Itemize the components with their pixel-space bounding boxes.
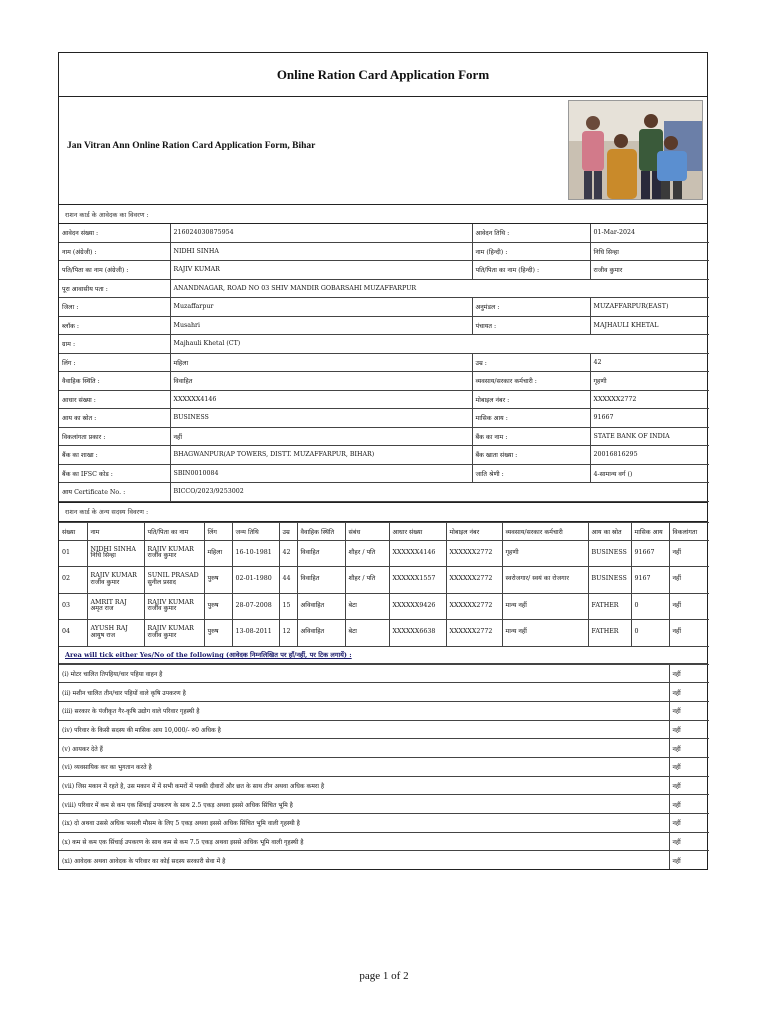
member-row (59, 620, 709, 647)
members-column-header: लिंग (204, 522, 232, 540)
member-cell: 02-01-1980 (232, 567, 279, 594)
member-cell: FATHER (588, 593, 631, 620)
member-cell: XXXXXX2772 (446, 567, 502, 594)
field-label: पंचायत : (472, 316, 590, 335)
members-column-header: आय का स्रोत (588, 522, 631, 540)
member-cell: 04 (59, 620, 87, 647)
member-cell: नहीं (669, 593, 709, 620)
members-table (59, 522, 709, 647)
member-cell: 91667 (631, 540, 669, 567)
eligibility-question: (viii) परिवार में कम से कम एक सिंचाई उपकरण के साथ 2.5 एकड़ अथवा इससे अधिक सिंचित भूमि है (59, 795, 669, 814)
field-label: आय का स्रोत : (59, 409, 170, 428)
member-cell: नहीं (669, 540, 709, 567)
member-cell: AYUSH RAJ आयुष राज (87, 620, 144, 647)
members-column-header: मोबाइल नंबर (446, 522, 502, 540)
member-cell: गृहणी (502, 540, 588, 567)
field-value: XXXXXX4146 (170, 390, 472, 409)
member-cell: SUNIL PRASAD सुनील प्रसाद (144, 567, 204, 594)
eligibility-row (59, 851, 709, 869)
form-title: Online Ration Card Application Form (59, 53, 707, 97)
field-label: बैंक का IFSC कोड : (59, 464, 170, 483)
field-label: वैवाहिक स्थिति : (59, 372, 170, 391)
member-cell: BUSINESS (588, 540, 631, 567)
member-cell: 02 (59, 567, 87, 594)
member-cell: अविवाहित (297, 620, 345, 647)
member-cell: RAJIV KUMAR राजीव कुमार (87, 567, 144, 594)
member-cell: RAJIV KUMAR राजीव कुमार (144, 593, 204, 620)
applicant-row (59, 427, 709, 446)
member-cell: 44 (279, 567, 297, 594)
field-value: 01-Mar-2024 (590, 224, 709, 242)
member-cell: पुरुष (204, 593, 232, 620)
member-row (59, 540, 709, 567)
member-cell: NIDHI SINHA निधि सिन्हा (87, 540, 144, 567)
field-label: आय Certificate No. : (59, 483, 170, 502)
field-value: 91667 (590, 409, 709, 428)
member-cell: मान्य नहीं (502, 593, 588, 620)
applicant-row (59, 409, 709, 428)
field-value: गृहणी (590, 372, 709, 391)
applicant-row (59, 224, 709, 242)
applicant-row (59, 390, 709, 409)
member-cell: 13-08-2011 (232, 620, 279, 647)
member-cell: पुरुष (204, 567, 232, 594)
members-column-header: संख्या (59, 522, 87, 540)
eligibility-question: (ii) मशीन चालित तीन/चार पहियों वाले कृषि उपकरण है (59, 683, 669, 702)
field-label: अनुमंडल : (472, 298, 590, 317)
eligibility-question: (x) कम से कम एक सिंचाई उपकरण के साथ कम से कम 7.5 एकड़ अथवा इससे अधिक भूमि वाली गृहस्थी है (59, 832, 669, 851)
member-cell: 01 (59, 540, 87, 567)
members-section-label: राशन कार्ड के अन्य सदस्य विवरण : (59, 502, 707, 522)
member-row (59, 593, 709, 620)
eligibility-row (59, 664, 709, 683)
family-photo (568, 100, 703, 200)
field-value: RAJIV KUMAR (170, 261, 472, 280)
eligibility-row (59, 701, 709, 720)
eligibility-answer: नहीं (669, 776, 709, 795)
field-value: Muzaffarpur (170, 298, 472, 317)
member-cell: RAJIV KUMAR राजीव कुमार (144, 540, 204, 567)
member-cell: AMRIT RAJ अमृत राज (87, 593, 144, 620)
eligibility-answer: नहीं (669, 683, 709, 702)
field-label: मोबाइल नंबर : (472, 390, 590, 409)
member-cell: 12 (279, 620, 297, 647)
member-cell: पुरुष (204, 620, 232, 647)
applicant-row (59, 279, 709, 298)
eligibility-row (59, 776, 709, 795)
field-value: राजीव कुमार (590, 261, 709, 280)
field-label: पति/पिता का नाम (अंग्रेजी) : (59, 261, 170, 280)
member-cell: स्वरोजगार/ स्वयं का रोजगार (502, 567, 588, 594)
field-label: ग्राम : (59, 335, 170, 354)
applicant-row (59, 316, 709, 335)
field-value: NIDHI SINHA (170, 242, 472, 261)
form-frame (58, 52, 708, 870)
eligibility-answer: नहीं (669, 720, 709, 739)
eligibility-answer: नहीं (669, 832, 709, 851)
member-cell: RAJIV KUMAR राजीव कुमार (144, 620, 204, 647)
members-column-header: पति/पिता का नाम (144, 522, 204, 540)
eligibility-question: (v) आयकर देते हैं (59, 739, 669, 758)
field-value: XXXXXX2772 (590, 390, 709, 409)
field-label: आवेदन संख्या : (59, 224, 170, 242)
form-subtitle: Jan Vitran Ann Online Ration Card Application Form, Bihar (67, 141, 316, 151)
eligibility-row (59, 795, 709, 814)
eligibility-question: (iv) परिवार के किसी सदस्य की मासिक आय 10,000/- रु0 अधिक है (59, 720, 669, 739)
member-cell: 42 (279, 540, 297, 567)
member-cell: विवाहित (297, 567, 345, 594)
member-cell: XXXXXX2772 (446, 593, 502, 620)
field-value: निधि सिन्हा (590, 242, 709, 261)
member-cell: नहीं (669, 567, 709, 594)
applicant-row (59, 372, 709, 391)
field-label: बैंक खाता संख्या : (472, 446, 590, 465)
applicant-row (59, 298, 709, 317)
field-value: BHAGWANPUR(AP TOWERS, DISTT. MUZAFFARPUR, BIHAR) (170, 446, 472, 465)
members-column-header: मासिक आय (631, 522, 669, 540)
field-value: नहीं (170, 427, 472, 446)
member-cell: 0 (631, 593, 669, 620)
field-label: नाम (अंग्रेजी) : (59, 242, 170, 261)
member-cell: 03 (59, 593, 87, 620)
members-column-header: जन्म तिथि (232, 522, 279, 540)
applicant-row (59, 242, 709, 261)
members-column-header: संबंध (345, 522, 389, 540)
eligibility-row (59, 739, 709, 758)
field-value: 20016816295 (590, 446, 709, 465)
field-value: MAJHAULI KHETAL (590, 316, 709, 335)
member-cell: 0 (631, 620, 669, 647)
member-cell: मान्य नहीं (502, 620, 588, 647)
field-value: SBIN0010084 (170, 464, 472, 483)
field-label: विकलांगता प्रकार : (59, 427, 170, 446)
eligibility-answer: नहीं (669, 664, 709, 683)
member-cell: XXXXXX1557 (389, 567, 446, 594)
family-photo-image (569, 101, 702, 199)
applicant-details-table (59, 224, 709, 502)
member-cell: बेटा (345, 593, 389, 620)
members-column-header: आधार संख्या (389, 522, 446, 540)
eligibility-answer: नहीं (669, 739, 709, 758)
page-number: page 1 of 2 (359, 970, 409, 982)
applicant-row (59, 261, 709, 280)
field-label: जाति श्रेणी : (472, 464, 590, 483)
member-cell: विवाहित (297, 540, 345, 567)
field-label: पति/पिता का नाम (हिन्दी) : (472, 261, 590, 280)
field-value: ANANDNAGAR, ROAD NO 03 SHIV MANDIR GOBARSAHI MUZAFFARPUR (170, 279, 709, 298)
field-value: 4-सामान्य वर्ग () (590, 464, 709, 483)
eligibility-question: (xi) आवेदक अथवा आवेदक के परिवार का कोई सदस्य सरकारी सेवा में है (59, 851, 669, 869)
eligibility-row (59, 757, 709, 776)
eligibility-answer: नहीं (669, 814, 709, 833)
member-row (59, 567, 709, 594)
field-label: लिंग : (59, 353, 170, 372)
field-label: मासिक आय : (472, 409, 590, 428)
members-column-header: वैवाहिक स्थिति (297, 522, 345, 540)
member-cell: BUSINESS (588, 567, 631, 594)
member-cell: शौहर / पति (345, 567, 389, 594)
field-label: बैंक का नाम : (472, 427, 590, 446)
field-value: Musahri (170, 316, 472, 335)
field-value: 42 (590, 353, 709, 372)
field-label: आधार संख्या : (59, 390, 170, 409)
member-cell: XXXXXX4146 (389, 540, 446, 567)
eligibility-question: (ix) दो अथवा उससे अधिक फसली मौसम के लिए 5 एकड़ अथवा इससे अधिक सिंचित भूमि वाली गृहस्थी है (59, 814, 669, 833)
member-cell: 16-10-1981 (232, 540, 279, 567)
members-column-header: व्यवसाय/सरकार कर्मचारी (502, 522, 588, 540)
field-label: बैंक का शाखा : (59, 446, 170, 465)
member-cell: 9167 (631, 567, 669, 594)
eligibility-question: (vii) जिस मकान में रहते है, उस मकान में में सभी कमरों में पक्की दीवारों और छत के साथ तीन अथवा अधिक कमरा है (59, 776, 669, 795)
member-cell: अविवाहित (297, 593, 345, 620)
eligibility-answer: नहीं (669, 851, 709, 869)
field-value: BUSINESS (170, 409, 472, 428)
field-label: व्यवसाय/सरकार कर्मचारी : (472, 372, 590, 391)
member-cell: बेटा (345, 620, 389, 647)
eligibility-question: (i) मोटर चालित तिपहिया/चार पहिया वाहन है (59, 664, 669, 683)
member-cell: XXXXXX9426 (389, 593, 446, 620)
field-label: पूरा आवासीय पता : (59, 279, 170, 298)
eligibility-row (59, 832, 709, 851)
eligibility-row (59, 720, 709, 739)
ticks-section-label: Area will tick either Yes/No of the following (आवेदक निम्नलिखित पर हाँ/नहीं, पर टिक लगायें) : (59, 647, 707, 664)
form-header (59, 97, 707, 205)
applicant-row (59, 353, 709, 372)
applicant-row (59, 335, 709, 354)
applicant-row (59, 464, 709, 483)
field-value: Majhauli Khetal (CT) (170, 335, 709, 354)
eligibility-row (59, 683, 709, 702)
member-cell: XXXXXX2772 (446, 620, 502, 647)
field-value: BICCO/2023/9253002 (170, 483, 709, 502)
member-cell: XXXXXX2772 (446, 540, 502, 567)
field-label: उम्र : (472, 353, 590, 372)
eligibility-answer: नहीं (669, 701, 709, 720)
member-cell: शौहर / पति (345, 540, 389, 567)
eligibility-answer: नहीं (669, 795, 709, 814)
field-label: नाम (हिन्दी) : (472, 242, 590, 261)
field-value: MUZAFFARPUR(EAST) (590, 298, 709, 317)
field-value: विवाहित (170, 372, 472, 391)
member-cell: XXXXXX6638 (389, 620, 446, 647)
member-cell: महिला (204, 540, 232, 567)
eligibility-question: (vi) व्यवसायिक कर का भुगतान करते है (59, 757, 669, 776)
eligibility-answer: नहीं (669, 757, 709, 776)
eligibility-row (59, 814, 709, 833)
field-label: आवेदन तिथि : (472, 224, 590, 242)
field-value: महिला (170, 353, 472, 372)
member-cell: 15 (279, 593, 297, 620)
field-label: ब्लॉक : (59, 316, 170, 335)
member-cell: FATHER (588, 620, 631, 647)
members-column-header: उम्र (279, 522, 297, 540)
field-value: 216024030875954 (170, 224, 472, 242)
members-column-header: नाम (87, 522, 144, 540)
applicant-row (59, 483, 709, 502)
member-cell: 28-07-2008 (232, 593, 279, 620)
eligibility-question: (iii) सरकार के पंजीकृत गैर-कृषि उद्योग वाले परिवार गृहस्थी है (59, 701, 669, 720)
applicant-row (59, 446, 709, 465)
members-column-header: विकलांगता (669, 522, 709, 540)
eligibility-ticks-table (59, 664, 709, 870)
member-cell: नहीं (669, 620, 709, 647)
field-label: जिला : (59, 298, 170, 317)
field-value: STATE BANK OF INDIA (590, 427, 709, 446)
applicant-section-label: राशन कार्ड के आवेदक का विवरण : (59, 205, 707, 224)
